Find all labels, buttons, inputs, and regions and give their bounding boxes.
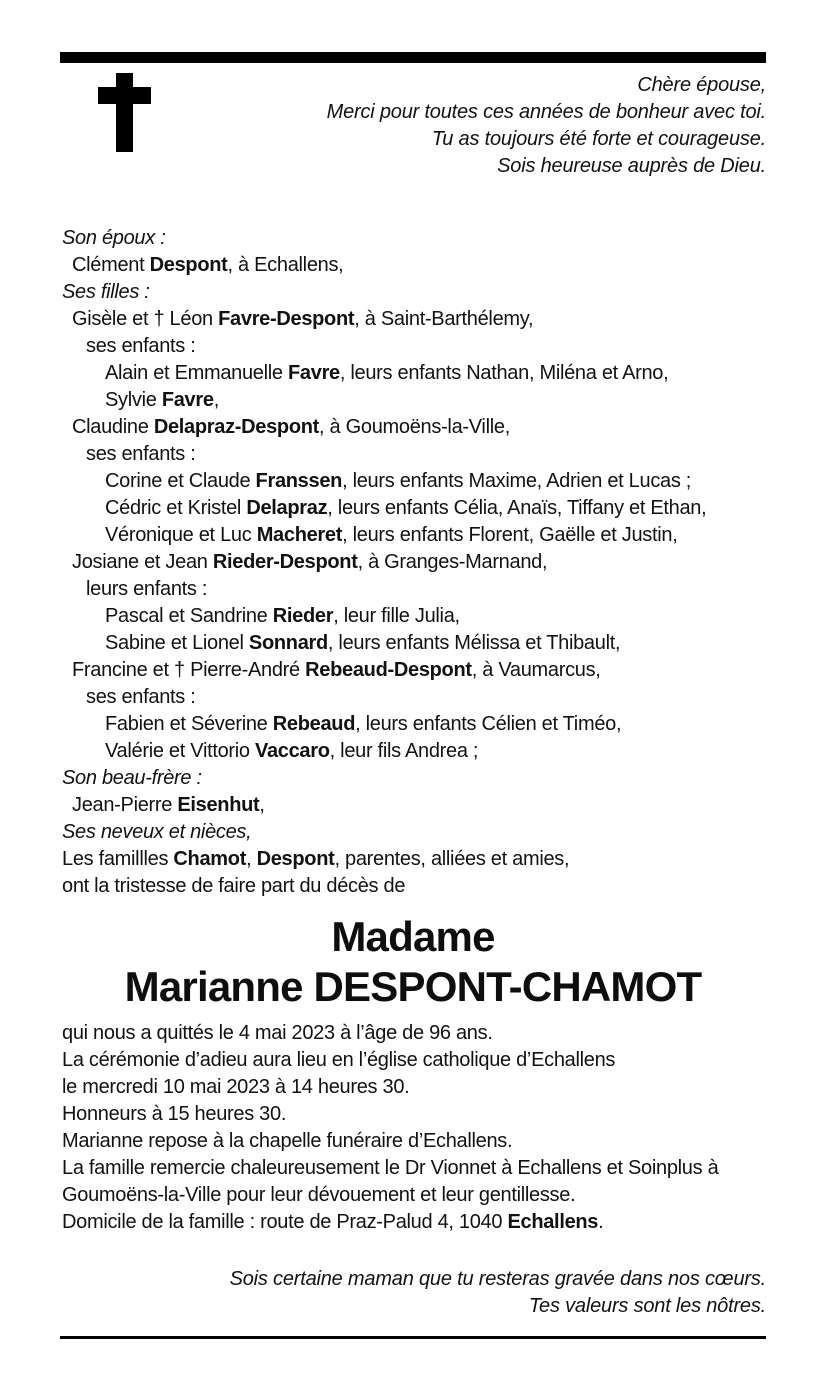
family-line: Sylvie Favre, (105, 389, 219, 411)
family-line: ses enfants : (86, 686, 196, 708)
family-line: Gisèle et † Léon Favre-Despont, à Saint-Barthélemy, (72, 308, 534, 330)
family-line: Fabien et Séverine Rebeaud, leurs enfants Célien et Timéo, (105, 713, 622, 735)
closing-dedication (60, 1266, 766, 1320)
family-line: Sabine et Lionel Sonnard, leurs enfants Mélissa et Thibault, (105, 632, 621, 654)
cross-horizontal-bar (98, 87, 151, 104)
ceremony-line: La cérémonie d’adieu aura lieu en l’église catholique d’Echallens (62, 1049, 616, 1071)
family-line: Ses neveux et nièces, (62, 821, 252, 843)
family-line: Véronique et Luc Macheret, leurs enfants Florent, Gaëlle et Justin, (105, 524, 678, 546)
cross-vertical-bar (116, 73, 133, 152)
family-line: Josiane et Jean Rieder-Despont, à Granges-Marnand, (72, 551, 548, 573)
ceremony-line: Domicile de la famille : route de Praz-Palud 4, 1040 Echallens. (62, 1211, 604, 1233)
family-line: ses enfants : (86, 443, 196, 465)
family-line: Pascal et Sandrine Rieder, leur fille Julia, (105, 605, 460, 627)
deceased-salutation: Madame (331, 913, 495, 960)
family-line: Claudine Delapraz-Despont, à Goumoëns-la-Ville, (72, 416, 510, 438)
dedication-line: Merci pour toutes ces années de bonheur avec toi. (326, 101, 766, 123)
ceremony-line: Goumoëns-la-Ville pour leur dévouement et leur gentillesse. (62, 1184, 576, 1206)
family-line: Clément Despont, à Echallens, (72, 254, 344, 276)
family-line: Ses filles : (62, 281, 150, 303)
family-line: leurs enfants : (86, 578, 208, 600)
family-line: Valérie et Vittorio Vaccaro, leur fils Andrea ; (105, 740, 479, 762)
latin-cross-icon (98, 73, 151, 152)
closing-line: Tes valeurs sont les nôtres. (528, 1295, 766, 1317)
closing-line: Sois certaine maman que tu resteras gravée dans nos cœurs. (229, 1268, 766, 1290)
deceased-name: Marianne DESPONT-CHAMOT (124, 963, 702, 1010)
header (60, 63, 766, 225)
family-line: Corine et Claude Franssen, leurs enfants Maxime, Adrien et Lucas ; (105, 470, 692, 492)
ceremony-line: Marianne repose à la chapelle funéraire d’Echallens. (62, 1130, 513, 1152)
family-line: Francine et † Pierre-André Rebeaud-Despont, à Vaumarcus, (72, 659, 601, 681)
family-line: Alain et Emmanuelle Favre, leurs enfants Nathan, Miléna et Arno, (105, 362, 669, 384)
ceremony-line: La famille remercie chaleureusement le Dr Vionnet à Echallens et Soinplus à (62, 1157, 719, 1179)
family-line: Son époux : (62, 227, 166, 249)
family-line: Les famillles Chamot, Despont, parentes, alliées et amies, (62, 848, 570, 870)
family-line: ont la tristesse de faire part du décès de (62, 875, 406, 897)
family-list (60, 225, 766, 900)
family-line: Cédric et Kristel Delapraz, leurs enfants Célia, Anaïs, Tiffany et Ethan, (105, 497, 707, 519)
title-block (60, 912, 766, 1012)
ceremony-line: le mercredi 10 mai 2023 à 14 heures 30. (62, 1076, 410, 1098)
dedication-line: Sois heureuse auprès de Dieu. (497, 155, 766, 177)
family-line: Jean-Pierre Eisenhut, (72, 794, 265, 816)
ceremony-line: Honneurs à 15 heures 30. (62, 1103, 287, 1125)
ceremony-details (60, 1020, 766, 1236)
opening-dedication (60, 63, 766, 180)
bottom-divider (60, 1336, 766, 1339)
family-line: Son beau-frère : (62, 767, 202, 789)
ceremony-line: qui nous a quittés le 4 mai 2023 à l’âge de 96 ans. (62, 1022, 493, 1044)
family-line: ses enfants : (86, 335, 196, 357)
dedication-line: Tu as toujours été forte et courageuse. (431, 128, 766, 150)
top-divider (60, 52, 766, 63)
dedication-line: Chère épouse, (637, 74, 766, 96)
